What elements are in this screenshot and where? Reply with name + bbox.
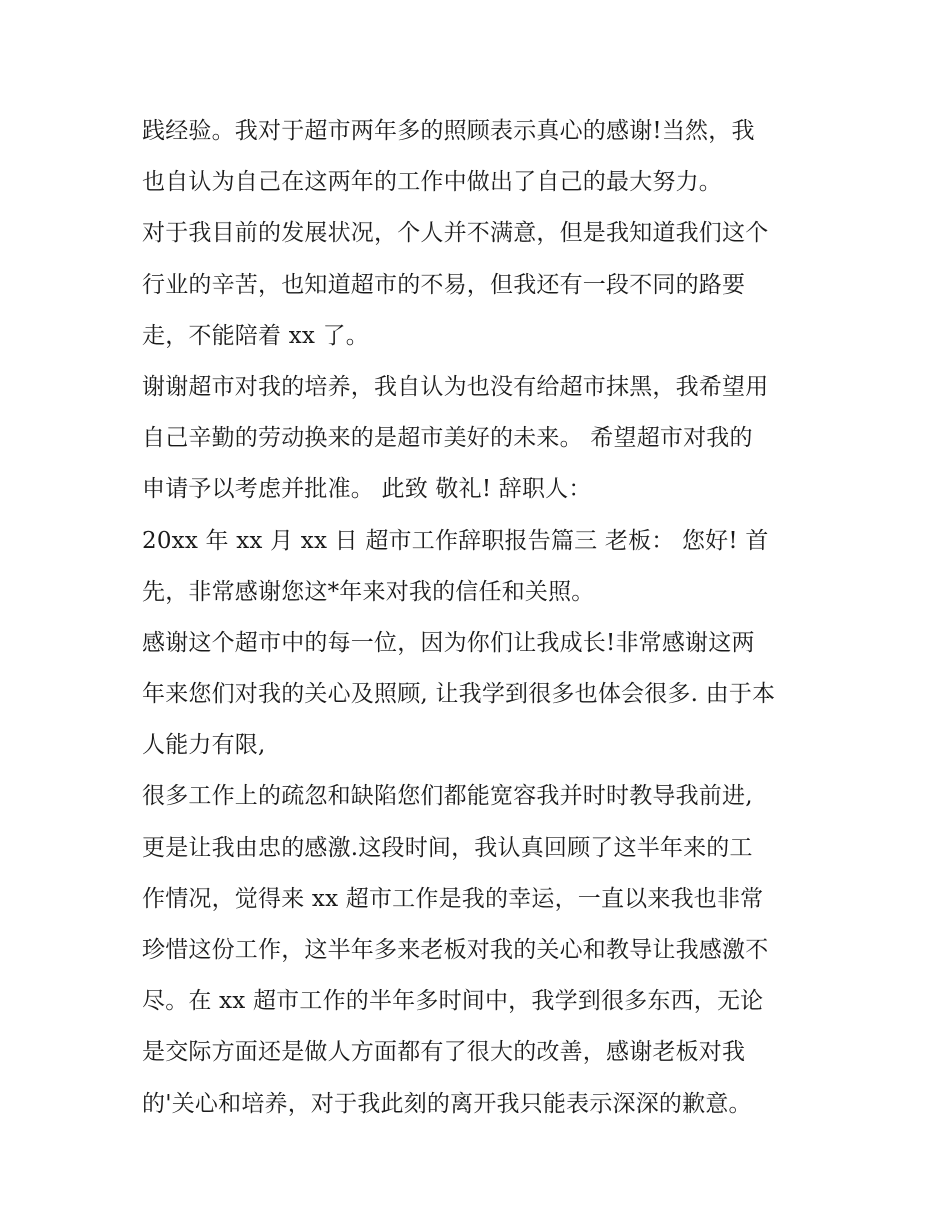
text-line: 践经验。我对于超市两年多的照顾表示真心的感谢!当然，我 <box>142 118 755 144</box>
text-line: 年来您们对我的关心及照顾, 让我学到很多也体会很多. 由于本 <box>142 681 776 708</box>
text-line: 人能力有限, <box>142 732 266 759</box>
text-line: 对于我目前的发展状况，个人并不满意，但是我知道我们这个 <box>142 220 769 247</box>
text-line: 20xx 年 xx 月 xx 日 超市工作辞职报告篇三 老板： 您好! 首 <box>142 527 769 554</box>
text-line: 走，不能陪着 xx 了。 <box>142 322 369 349</box>
text-line: 尽。在 xx 超市工作的半年多时间中，我学到很多东西，无论 <box>142 988 764 1015</box>
text-line: 行业的辛苦，也知道超市的不易，但我还有一段不同的路要 <box>142 271 746 298</box>
text-line: 很多工作上的疏忽和缺陷您们都能宽容我并时时教导我前进, <box>142 783 753 810</box>
text-line: 的'关心和培养，对于我此刻的离开我只能表示深深的歉意。 <box>142 1090 752 1117</box>
text-line: 作情况，觉得来 xx 超市工作是我的幸运，一直以来我也非常 <box>142 885 764 912</box>
text-line: 先，非常感谢您这*年来对我的信任和关照。 <box>142 578 595 605</box>
document-body <box>142 108 822 1132</box>
text-line: 也自认为自己在这两年的工作中做出了自己的最大努力。 <box>142 169 722 196</box>
text-line: 珍惜这份工作，这半年多来老板对我的关心和教导让我感激不 <box>142 937 769 963</box>
text-line: 感谢这个超市中的每一位，因为你们让我成长!非常感谢这两 <box>142 629 755 656</box>
text-line: 是交际方面还是做人方面都有了很大的改善，感谢老板对我 <box>142 1039 746 1066</box>
text-line: 自己辛勤的劳动换来的是超市美好的未来。 希望超市对我的 <box>142 425 753 452</box>
text-line: 谢谢超市对我的培养，我自认为也没有给超市抹黑，我希望用 <box>142 373 769 400</box>
text-line: 更是让我由忠的感激.这段时间，我认真回顾了这半年来的工 <box>142 834 753 861</box>
text-line: 申请予以考虑并批准。 此致 敬礼! 辞职人： <box>142 476 592 503</box>
